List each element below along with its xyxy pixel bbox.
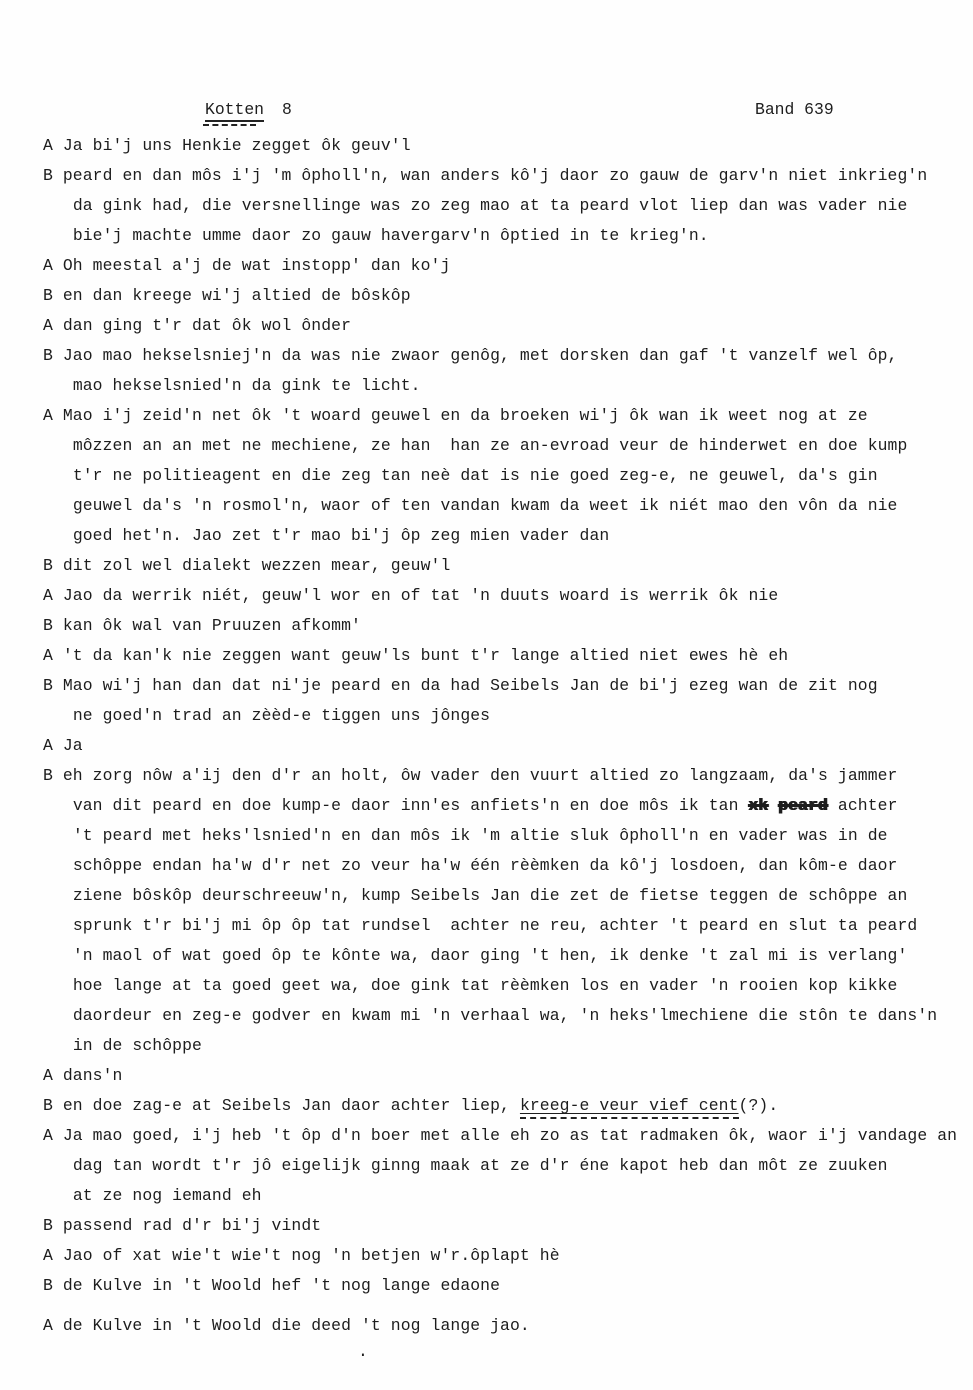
speaker-label: A [43, 646, 63, 665]
text-segment: daordeur en zeg-e godver en kwam mi 'n verhaal wa, 'n heks'lmechiene die stôn te dans'n [72, 1006, 938, 1025]
speaker-label: B [43, 616, 63, 635]
dialogue-line [43, 131, 957, 161]
dialogue-line [43, 1121, 957, 1151]
speaker-label: A [43, 1066, 63, 1085]
text-segment: Mao wi'j han dan dat ni'je peard en da had Seibels Jan de bi'j ezeg wan de zit nog [62, 676, 878, 695]
speaker-label: B [43, 1216, 63, 1235]
text-segment: kan ôk wal van Pruuzen afkomm' [62, 616, 361, 635]
dialogue-line [43, 1031, 957, 1061]
header-band-number: Band 639 [755, 100, 834, 119]
speaker-label: A [43, 406, 63, 425]
text-segment: en doe zag-e at Seibels Jan daor achter liep, [62, 1096, 520, 1115]
text-segment: sprunk t'r bi'j mi ôp ôp tat rundsel achter ne reu, achter 't peard en slut ta peard [72, 916, 918, 935]
dialogue-line [43, 581, 957, 611]
text-segment: Oh meestal a'j de wat instopp' dan ko'j [62, 256, 451, 275]
speaker-label: A [43, 316, 63, 335]
underlined-text: kreeg-e veur vief cent [520, 1096, 739, 1119]
text-segment: eh zorg nôw a'ij den d'r an holt, ôw vader den vuurt altied zo langzaam, da's jammer [62, 766, 898, 785]
text-segment: Jao da werrik niét, geuw'l wor en of tat 'n duuts woard is werrik ôk nie [62, 586, 779, 605]
speaker-label: A [43, 1246, 63, 1265]
dialogue-line [43, 1091, 957, 1121]
speaker-label: B [43, 1096, 63, 1115]
speaker-label: B [43, 166, 63, 185]
dialogue-line [43, 1241, 957, 1271]
text-segment: ne goed'n trad an zèèd-e tiggen uns jônges [72, 706, 491, 725]
dialogue-line [43, 731, 957, 761]
dialogue-body [43, 131, 957, 1341]
header-title: Kotten [205, 100, 264, 122]
text-segment [768, 796, 778, 815]
dialogue-line [43, 1061, 957, 1091]
speaker-label [43, 526, 73, 545]
speaker-label: B [43, 766, 63, 785]
dialogue-line [43, 191, 957, 221]
speaker-label [43, 826, 73, 845]
struck-out-text: peard [778, 796, 828, 815]
dialogue-line [43, 431, 957, 461]
text-segment: peard en dan môs i'j 'm ôpholl'n, wan anders kô'j daor zo gauw de garv'n niet inkrieg'n [62, 166, 928, 185]
dialogue-line [43, 1181, 957, 1211]
speaker-label: B [43, 676, 63, 695]
dialogue-line [43, 971, 957, 1001]
text-segment: dag tan wordt t'r jô eigelijk ginng maak at ze d'r éne kapot heb dan môt ze zuuken [72, 1156, 888, 1175]
dialogue-line [43, 1151, 957, 1181]
speaker-label [43, 886, 73, 905]
page-header-left [205, 100, 292, 122]
text-segment: passend rad d'r bi'j vindt [62, 1216, 322, 1235]
dialogue-line [43, 1211, 957, 1241]
speaker-label: A [43, 736, 63, 755]
text-segment: mao hekselsnied'n da gink te licht. [72, 376, 421, 395]
dialogue-line [43, 641, 957, 671]
speaker-label: B [43, 346, 63, 365]
text-segment: da gink had, die versnellinge was zo zeg mao at ta peard vlot liep dan was vader nie [72, 196, 908, 215]
text-segment: Ja mao goed, i'j heb 't ôp d'n boer met alle eh zo as tat radmaken ôk, waor i'j vandage an [62, 1126, 958, 1145]
text-segment: dans'n [62, 1066, 123, 1085]
dialogue-line [43, 251, 957, 281]
text-segment: en dan kreege wi'j altied de bôskôp [62, 286, 411, 305]
speaker-label [43, 1156, 73, 1175]
dialogue-line [43, 1001, 957, 1031]
text-segment: dan ging t'r dat ôk wol ônder [62, 316, 352, 335]
text-segment: schôppe endan ha'w d'r net zo veur ha'w één rèèmken da kô'j losdoen, dan kôm-e daor [72, 856, 898, 875]
dialogue-line [43, 401, 957, 431]
header-page-number: 8 [282, 100, 292, 119]
speaker-label: A [43, 136, 63, 155]
text-segment: van dit peard en doe kump-e daor inn'es anfiets'n en doe môs ik tan [72, 796, 749, 815]
dialogue-line [43, 461, 957, 491]
speaker-label: B [43, 286, 63, 305]
speaker-label: A [43, 256, 63, 275]
struck-out-text: xk [748, 796, 769, 815]
text-segment: goed het'n. Jao zet t'r mao bi'j ôp zeg mien vader dan [72, 526, 610, 545]
dialogue-line [43, 791, 957, 821]
text-segment: achter [827, 796, 898, 815]
dialogue-line [43, 551, 957, 581]
text-segment: ziene bôskôp deurschreeuw'n, kump Seibels Jan die zet de fietse teggen de schôppe an [72, 886, 908, 905]
speaker-label [43, 946, 73, 965]
text-segment: 'n maol of wat goed ôp te kônte wa, daor ging 't hen, ik denke 't zal mi is verlang' [72, 946, 908, 965]
speaker-label [43, 976, 73, 995]
text-segment: Mao i'j zeid'n net ôk 't woard geuwel en da broeken wi'j ôk wan ik weet nog at ze [62, 406, 868, 425]
text-segment: 't da kan'k nie zeggen want geuw'ls bunt t'r lange altied niet ewes hè eh [62, 646, 789, 665]
dialogue-line [43, 521, 957, 551]
text-segment: Ja [62, 736, 83, 755]
text-segment: in de schôppe [72, 1036, 202, 1055]
dialogue-line [43, 221, 957, 251]
text-segment: bie'j machte umme daor zo gauw havergarv'n ôptied in te krieg'n. [72, 226, 709, 245]
dialogue-line [43, 851, 957, 881]
speaker-label [43, 376, 73, 395]
text-segment: t'r ne politieagent en die zeg tan neè dat is nie goed zeg-e, ne geuwel, da's gin [72, 466, 878, 485]
speaker-label [43, 496, 73, 515]
speaker-label [43, 856, 73, 875]
speaker-label [43, 706, 73, 725]
text-segment: de Kulve in 't Woold hef 't nog lange edaone [62, 1276, 501, 1295]
text-segment: at ze nog iemand eh [72, 1186, 262, 1205]
text-segment: 't peard met heks'lsnied'n en dan môs ik 'm altie sluk ôpholl'n en vader was in de [72, 826, 888, 845]
text-segment: Jao mao hekselsniej'n da was nie zwaor genôg, met dorsken dan gaf 't vanzelf wel ôp, [62, 346, 898, 365]
speaker-label: A [43, 586, 63, 605]
speaker-label [43, 796, 73, 815]
speaker-label [43, 916, 73, 935]
text-segment: geuwel da's 'n rosmol'n, waor of ten vandan kwam da weet ik niét mao den vôn da nie [72, 496, 898, 515]
dialogue-line [43, 701, 957, 731]
text-segment: Ja bi'j uns Henkie zegget ôk geuv'l [62, 136, 411, 155]
speaker-label: A [43, 1126, 63, 1145]
dialogue-line [43, 1271, 957, 1301]
dialogue-line [43, 911, 957, 941]
dialogue-line [43, 881, 957, 911]
speaker-label [43, 1186, 73, 1205]
speaker-label [43, 226, 73, 245]
dialogue-line [43, 671, 957, 701]
dialogue-line [43, 1311, 957, 1341]
speaker-label [43, 1006, 73, 1025]
text-segment: de Kulve in 't Woold die deed 't nog lange jao. [62, 1316, 530, 1335]
speaker-label [43, 436, 73, 455]
speaker-label [43, 466, 73, 485]
speaker-label [43, 1036, 73, 1055]
text-segment: dit zol wel dialekt wezzen mear, geuw'l [62, 556, 451, 575]
speaker-label [43, 196, 73, 215]
dialogue-line [43, 941, 957, 971]
dialogue-line [43, 311, 957, 341]
dialogue-line [43, 611, 957, 641]
stray-period-mark: . [358, 1342, 368, 1361]
dialogue-line [43, 371, 957, 401]
speaker-label: B [43, 556, 63, 575]
dialogue-line [43, 161, 957, 191]
dialogue-line [43, 281, 957, 311]
text-segment: hoe lange at ta goed geet wa, doe gink tat rèèmken los en vader 'n rooien kop kikke [72, 976, 898, 995]
dialogue-line [43, 491, 957, 521]
dialogue-line [43, 821, 957, 851]
text-segment: Jao of xat wie't wie't nog 'n betjen w'r.ôplapt hè [62, 1246, 560, 1265]
speaker-label: B [43, 1276, 63, 1295]
dialogue-line [43, 341, 957, 371]
dialogue-line [43, 761, 957, 791]
text-segment: môzzen an an met ne mechiene, ze han han ze an-evroad veur de hinderwet en doe kump [72, 436, 908, 455]
text-segment: (?). [738, 1096, 779, 1115]
speaker-label: A [43, 1316, 63, 1335]
